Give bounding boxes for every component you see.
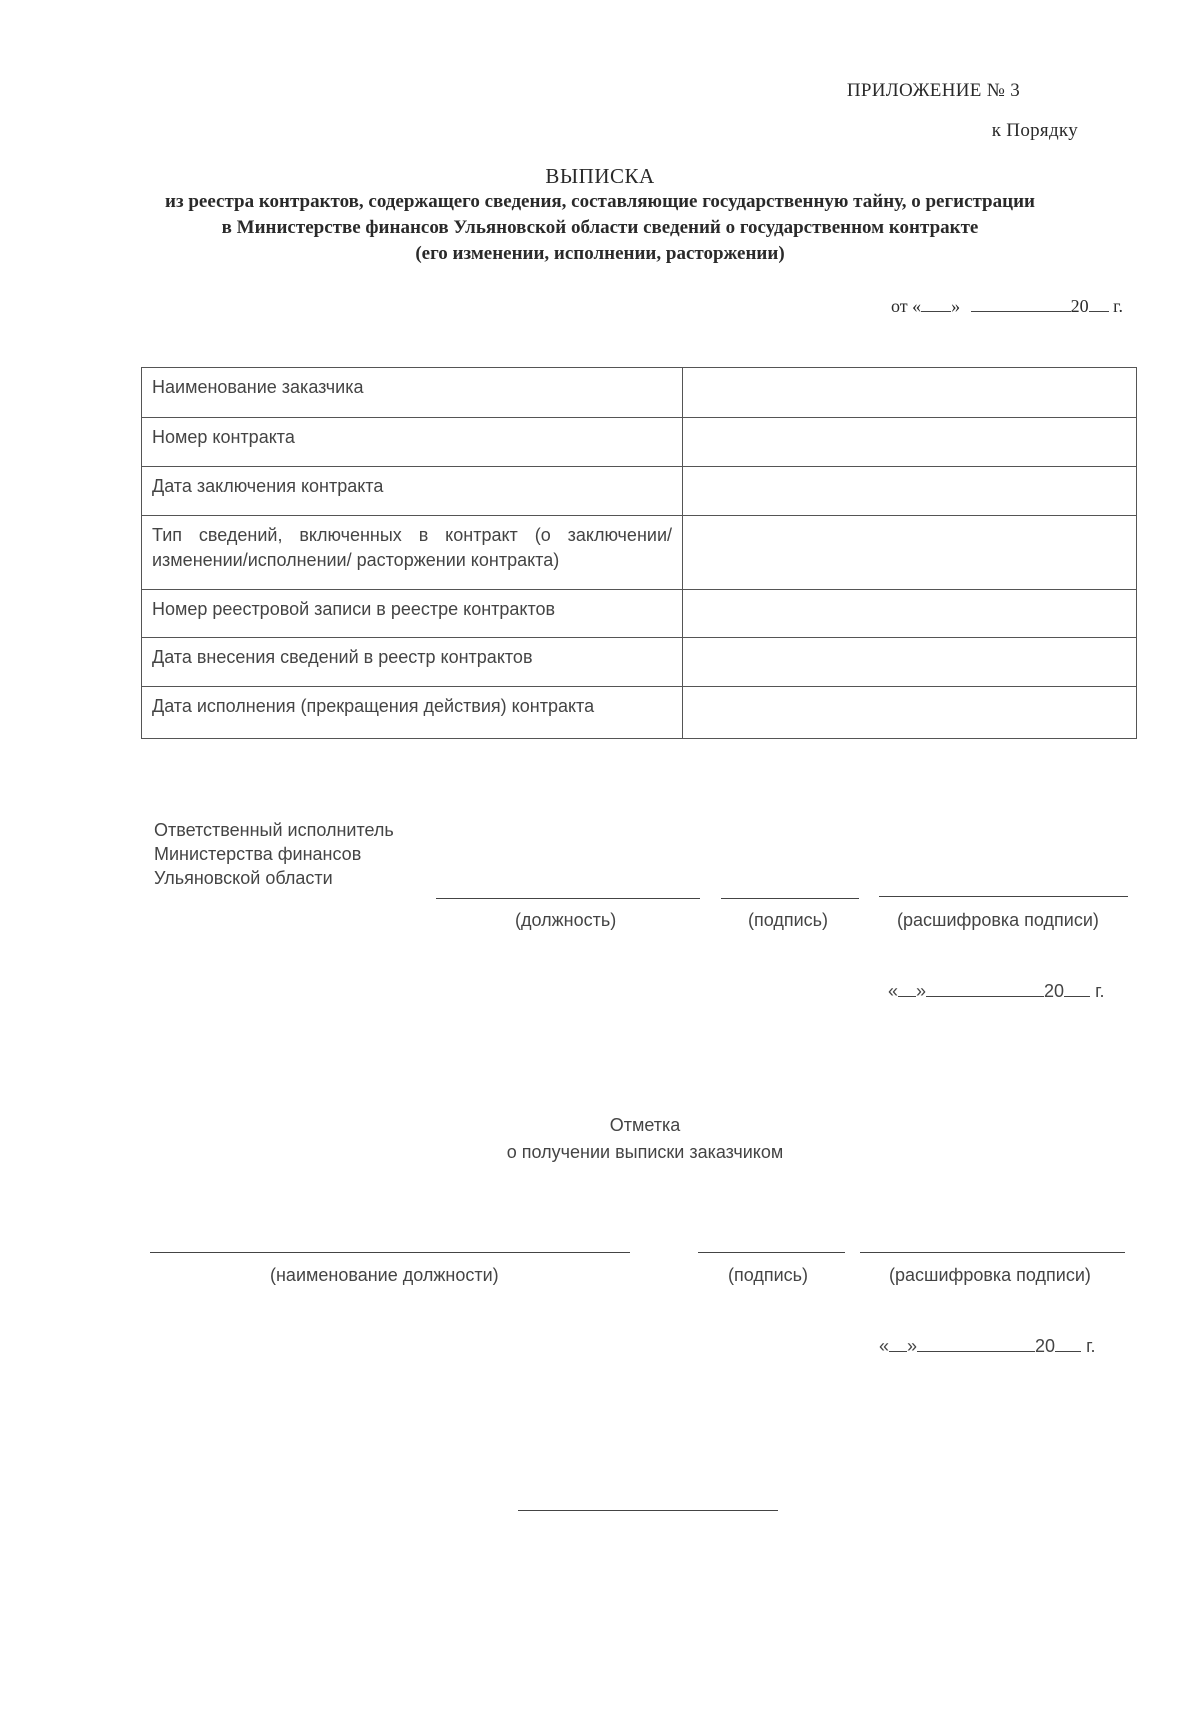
decoding-line[interactable] bbox=[860, 1252, 1125, 1253]
appendix-header bbox=[846, 80, 1078, 141]
year-blank bbox=[1089, 297, 1109, 312]
row-value-entry-date[interactable] bbox=[683, 638, 1137, 687]
row-value-execution-date[interactable] bbox=[683, 687, 1137, 739]
title-line-2: в Министерстве финансов Ульяновской области сведений о государственном контракте bbox=[221, 217, 979, 238]
row-value-contract-number[interactable] bbox=[683, 418, 1137, 467]
document-date: от « » 20 г. bbox=[891, 296, 1123, 316]
row-value-customer[interactable] bbox=[683, 368, 1137, 418]
row-value-registry-record[interactable] bbox=[683, 590, 1137, 638]
year-blank bbox=[1064, 982, 1090, 997]
signature-date: « » 20 г. bbox=[879, 1336, 1096, 1356]
position-caption: (должность) bbox=[515, 910, 617, 930]
row-label-execution-date: Дата исполнения (прекращения действия) контракта bbox=[142, 687, 683, 739]
decoding-line[interactable] bbox=[879, 896, 1128, 897]
table-row bbox=[142, 590, 1137, 638]
mark-title: Отметка bbox=[609, 1115, 681, 1135]
signature-date: « » 20 г. bbox=[888, 981, 1105, 1001]
row-label-info-type: Тип сведений, включенных в контракт (о заключении/ изменении/исполнении/ расторжении контракта) bbox=[142, 516, 683, 590]
month-blank bbox=[971, 297, 1071, 312]
row-label-customer: Наименование заказчика bbox=[142, 368, 683, 418]
table-row bbox=[142, 368, 1137, 418]
title-line-3: (его изменении, исполнении, расторжении) bbox=[415, 243, 785, 264]
registry-table bbox=[141, 367, 1137, 739]
day-blank bbox=[921, 297, 951, 312]
month-blank bbox=[926, 982, 1044, 997]
row-label-conclusion-date: Дата заключения контракта bbox=[142, 467, 683, 516]
position-line[interactable] bbox=[150, 1252, 630, 1253]
row-label-entry-date: Дата внесения сведений в реестр контрактов bbox=[142, 638, 683, 687]
decoding-caption: (расшифровка подписи) bbox=[897, 910, 1099, 930]
day-blank bbox=[889, 1337, 907, 1352]
signature-line[interactable] bbox=[721, 898, 859, 899]
document-title bbox=[0, 163, 1200, 267]
signature-line[interactable] bbox=[698, 1252, 845, 1253]
position-caption: (наименование должности) bbox=[270, 1265, 499, 1285]
title-line-1: из реестра контрактов, содержащего сведения, составляющие государственную тайну, о регистрации bbox=[165, 191, 1035, 212]
mark-subtitle: о получении выписки заказчиком bbox=[506, 1142, 784, 1162]
table-row bbox=[142, 516, 1137, 590]
row-label-registry-record: Номер реестровой записи в реестре контрактов bbox=[142, 590, 683, 638]
row-value-info-type[interactable] bbox=[683, 516, 1137, 590]
table-row bbox=[142, 687, 1137, 739]
receipt-mark bbox=[0, 1112, 1200, 1166]
row-label-contract-number: Номер контракта bbox=[142, 418, 683, 467]
day-blank bbox=[898, 982, 916, 997]
month-blank bbox=[917, 1337, 1035, 1352]
position-line[interactable] bbox=[436, 898, 700, 899]
decoding-caption: (расшифровка подписи) bbox=[889, 1265, 1091, 1285]
bottom-divider bbox=[518, 1510, 778, 1511]
responsible-executor: Ответственный исполнитель Министерства финансов Ульяновской области bbox=[154, 820, 394, 888]
title-main: ВЫПИСКА bbox=[545, 164, 655, 188]
appendix-order-ref: к Порядку bbox=[991, 120, 1078, 141]
signature-caption: (подпись) bbox=[748, 910, 829, 930]
year-blank bbox=[1055, 1337, 1081, 1352]
table-row bbox=[142, 467, 1137, 516]
signature-caption: (подпись) bbox=[728, 1265, 809, 1285]
row-value-conclusion-date[interactable] bbox=[683, 467, 1137, 516]
table-row bbox=[142, 638, 1137, 687]
appendix-number: ПРИЛОЖЕНИЕ № 3 bbox=[846, 80, 1020, 101]
table-row bbox=[142, 418, 1137, 467]
